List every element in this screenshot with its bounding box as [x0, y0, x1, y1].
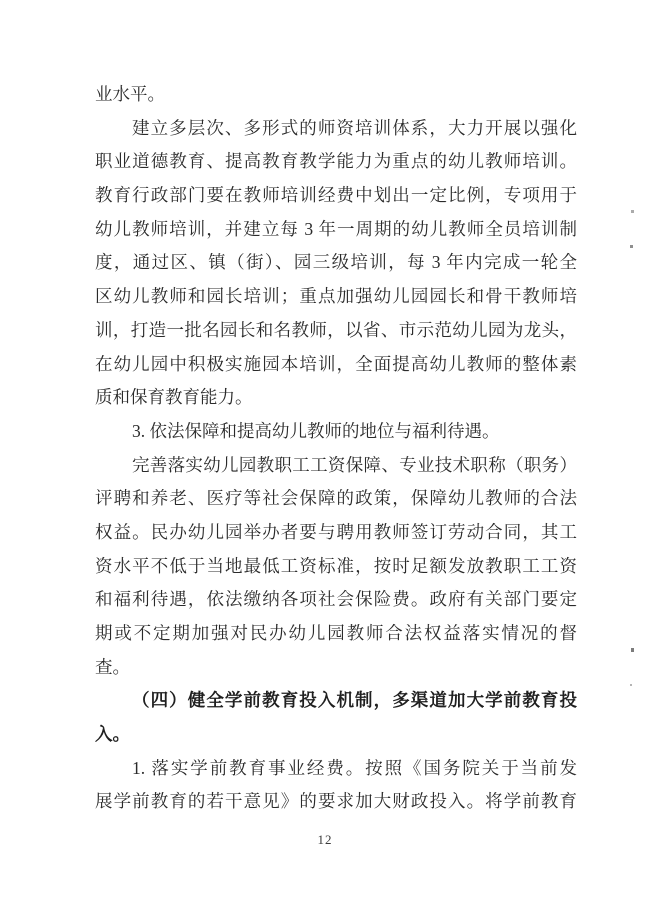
scan-artifact	[630, 245, 633, 248]
scan-artifact	[630, 684, 632, 686]
text-line: 幼儿教师培训，并建立每 3 年一周期的幼儿教师全员培训制	[95, 218, 577, 239]
text-line: 展学前教育的若干意见》的要求加大财政投入。将学前教育	[95, 791, 577, 812]
text-line: 和福利待遇，依法缴纳各项社会保险费。政府有关部门要定	[95, 589, 577, 610]
list-item-heading: 3. 依法保障和提高幼儿教师的地位与福利待遇。	[132, 420, 500, 441]
text-line: 质和保育教育能力。	[95, 387, 253, 408]
text-line: 建立多层次、多形式的师资培训体系，大力开展以强化	[132, 117, 577, 138]
text-line: 评聘和养老、医疗等社会保障的政策，保障幼儿教师的合法	[95, 488, 577, 509]
scan-artifact	[631, 210, 634, 213]
text-line: 职业道德教育、提高教育教学能力为重点的幼儿教师培训。	[95, 151, 577, 172]
text-line: 完善落实幼儿园教职工工资保障、专业技术职称（职务）	[132, 454, 577, 475]
text-line: 1. 落实学前教育事业经费。按照《国务院关于当前发	[132, 757, 577, 778]
scan-artifact	[631, 648, 634, 652]
text-line: 资水平不低于当地最低工资标准，按时足额发放教职工工资	[95, 555, 577, 576]
text-line: 期或不定期加强对民办幼儿园教师合法权益落实情况的督	[95, 623, 577, 643]
page-number: 12	[317, 832, 333, 847]
text-line: 教育行政部门要在教师培训经费中划出一定比例，专项用于	[95, 185, 577, 206]
text-block	[95, 78, 577, 819]
text-line: 度，通过区、镇（街）、园三级培训，每 3 年内完成一轮全	[95, 252, 577, 273]
section-heading-line: 入。	[95, 724, 130, 745]
text-line: 查。	[95, 656, 130, 677]
text-line: 在幼儿园中积极实施园本培训，全面提高幼儿教师的整体素	[95, 353, 577, 374]
text-line: 权益。民办幼儿园举办者要与聘用教师签订劳动合同，其工	[95, 521, 577, 542]
text-line: 区幼儿教师和园长培训；重点加强幼儿园园长和骨干教师培	[95, 286, 577, 307]
text-line: 训，打造一批名园长和名教师，以省、市示范幼儿园为龙头，	[95, 319, 577, 340]
text-line: 业水平。	[95, 84, 165, 104]
section-heading-line: （四）健全学前教育投入机制，多渠道加大学前教育投	[132, 690, 577, 711]
